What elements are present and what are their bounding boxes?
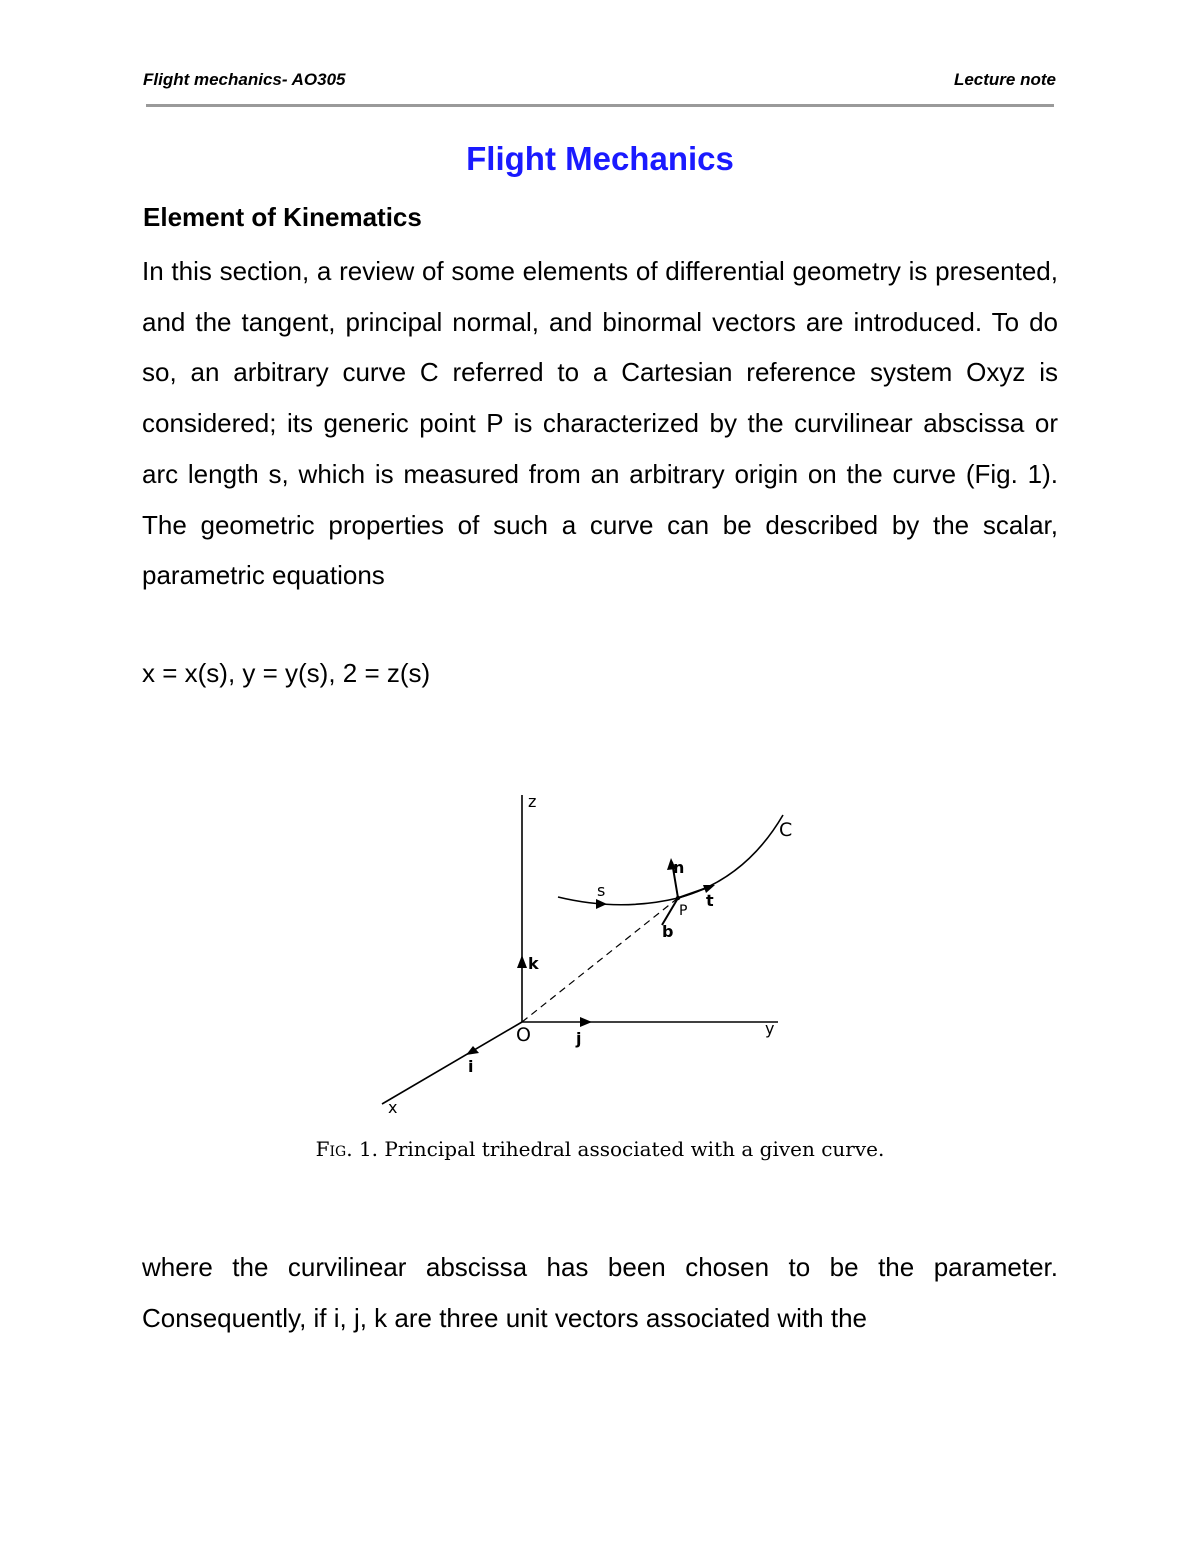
- header-divider: [146, 104, 1054, 107]
- x-axis: [382, 1022, 522, 1104]
- figure-caption: [0, 1137, 1200, 1161]
- s-arrow: [596, 899, 607, 909]
- label-z: z: [528, 792, 537, 811]
- page-header: [143, 70, 1056, 94]
- header-lecture-note: Lecture note: [953, 70, 1056, 89]
- figure-caption-text: Principal trihedral associated with a given curve.: [384, 1137, 885, 1161]
- j-vector-arrow: [580, 1017, 592, 1027]
- position-vector: [522, 898, 678, 1022]
- binormal-vector: [662, 898, 678, 925]
- label-j: j: [576, 1029, 582, 1048]
- label-t: t: [706, 891, 714, 910]
- label-p: P: [679, 903, 688, 919]
- parametric-equation: x = x(s), y = y(s), 2 = z(s): [142, 658, 431, 688]
- label-y: y: [765, 1019, 775, 1038]
- section-heading: Element of Kinematics: [143, 202, 422, 232]
- label-i: i: [468, 1057, 474, 1076]
- k-vector-arrow: [517, 955, 527, 968]
- point-p: [676, 896, 680, 900]
- label-k: k: [528, 954, 539, 973]
- label-curve-c: C: [779, 819, 793, 841]
- label-b: b: [662, 922, 674, 941]
- i-vector-arrow: [466, 1046, 479, 1055]
- document-title: Flight Mechanics: [466, 140, 734, 177]
- figure-principal-trihedral: [370, 780, 870, 1120]
- header-course-title: Flight mechanics- AO305: [143, 70, 346, 89]
- label-n: n: [673, 858, 685, 877]
- label-s: s: [597, 881, 606, 900]
- paragraph-intro: In this section, a review of some elements of differential geometry is presented, and the tangent, principal normal, and binormal vectors are introduced. To do so, an arbitrary curve C referred to a Cartesian reference system Oxyz is considered; its generic point P is characterized by the curvilinear abscissa or arc length s, which is measured from an arbitrary origin on the curve (Fig. 1). The geometric properties of such a curve can be described by the scalar, parametric equations: [142, 256, 1058, 591]
- label-origin: O: [516, 1024, 531, 1046]
- figure-caption-number: Fig. 1.: [315, 1137, 379, 1161]
- paragraph-continuation: where the curvilinear abscissa has been chosen to be the parameter. Consequently, if i, j, k are three unit vectors associated with the: [142, 1252, 1058, 1333]
- label-x: x: [388, 1098, 398, 1117]
